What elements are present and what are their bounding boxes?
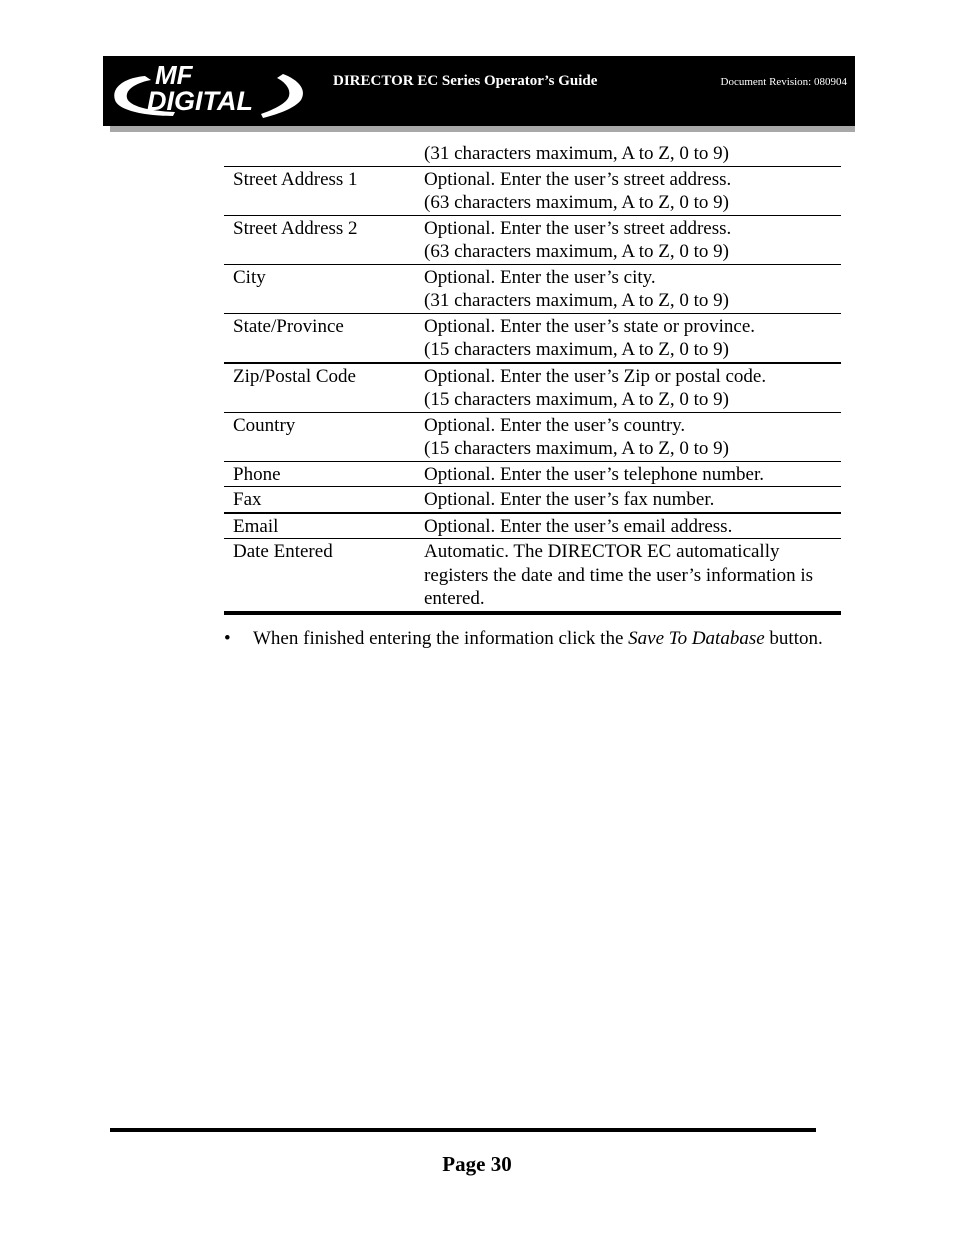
description-line: Optional. Enter the user’s Zip or postal code.	[424, 365, 767, 387]
page-number: Page 30	[442, 1152, 512, 1176]
table-row	[224, 313, 841, 363]
field-name: Zip/Postal Code	[224, 363, 424, 413]
table-row	[224, 539, 841, 613]
field-description	[424, 141, 841, 166]
field-description	[424, 461, 841, 487]
logo-digital: DIGITAL	[147, 86, 253, 116]
description-line: Automatic. The DIRECTOR EC automatically registers the date and time the user’s information is entered.	[424, 541, 814, 609]
table-row	[224, 412, 841, 461]
description-limit: (31 characters maximum, A to Z, 0 to 9)	[424, 290, 729, 311]
description-line: Optional. Enter the user’s fax number.	[424, 489, 715, 510]
field-name: Fax	[224, 487, 424, 513]
description-line: Optional. Enter the user’s city.	[424, 266, 656, 288]
field-description	[424, 539, 841, 613]
bullet-text	[253, 627, 841, 651]
field-name: Date Entered	[224, 539, 424, 613]
table-row	[224, 513, 841, 539]
header-banner	[103, 56, 855, 126]
description-line: Optional. Enter the user’s country.	[424, 414, 686, 436]
description-limit: (15 characters maximum, A to Z, 0 to 9)	[424, 438, 729, 459]
description-line: Optional. Enter the user’s state or province.	[424, 315, 755, 337]
description-line: (31 characters maximum, A to Z, 0 to 9)	[424, 143, 729, 164]
field-name	[224, 141, 424, 166]
field-description	[424, 487, 841, 513]
table-row	[224, 141, 841, 166]
field-description	[424, 264, 841, 313]
table-row	[224, 363, 841, 413]
description-limit: (15 characters maximum, A to Z, 0 to 9)	[424, 339, 729, 360]
field-description	[424, 513, 841, 539]
bullet-text-start: When finished entering the information click the	[253, 628, 629, 649]
field-name: Email	[224, 513, 424, 539]
description-line: Optional. Enter the user’s email address.	[424, 515, 733, 537]
logo-mf: MF	[155, 60, 193, 90]
bullet-text-end: button.	[764, 628, 823, 649]
document-title: DIRECTOR EC Series Operator’s Guide	[333, 73, 598, 89]
footer-rule	[110, 1128, 816, 1132]
description-line: Optional. Enter the user’s telephone number.	[424, 463, 764, 485]
mf-digital-logo	[103, 56, 308, 126]
instruction-bullet	[224, 627, 841, 651]
description-line: Optional. Enter the user’s street address.	[424, 168, 732, 190]
table-row	[224, 215, 841, 264]
table-row	[224, 264, 841, 313]
field-description	[424, 313, 841, 363]
field-description	[424, 215, 841, 264]
save-to-database-reference: Save To Database	[628, 628, 765, 649]
field-name: Street Address 2	[224, 215, 424, 264]
field-description	[424, 166, 841, 215]
description-line: Optional. Enter the user’s street address.	[424, 217, 732, 239]
table-row	[224, 166, 841, 215]
description-limit: (15 characters maximum, A to Z, 0 to 9)	[424, 389, 729, 410]
field-description	[424, 412, 841, 461]
table-row	[224, 461, 841, 487]
document-revision: Document Revision: 080904	[720, 76, 847, 88]
table-row	[224, 487, 841, 513]
field-name: State/Province	[224, 313, 424, 363]
description-limit: (63 characters maximum, A to Z, 0 to 9)	[424, 241, 729, 262]
description-limit: (63 characters maximum, A to Z, 0 to 9)	[424, 192, 729, 213]
field-name: Phone	[224, 461, 424, 487]
field-description-table	[224, 141, 841, 615]
field-name: City	[224, 264, 424, 313]
bullet-icon: •	[224, 628, 231, 649]
field-description	[424, 363, 841, 413]
field-name: Street Address 1	[224, 166, 424, 215]
field-name: Country	[224, 412, 424, 461]
